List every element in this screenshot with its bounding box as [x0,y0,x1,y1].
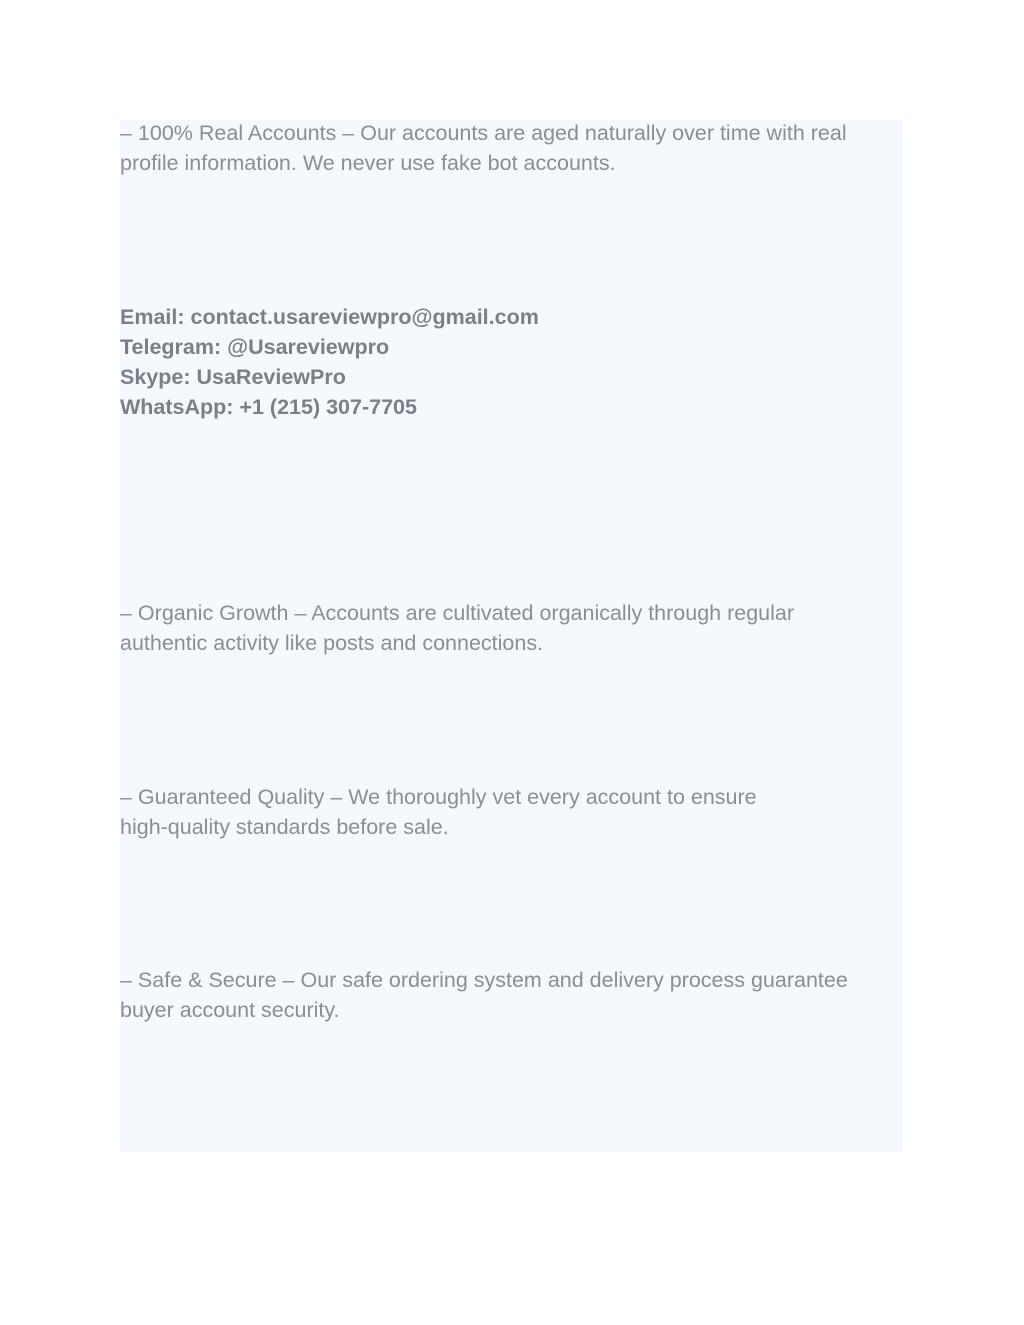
organic-growth-line-2: authentic activity like posts and connections. [120,631,544,655]
guaranteed-quality-line-2: high-quality standards before sale. [120,815,449,839]
contact-block [120,302,900,422]
contact-email[interactable]: Email: contact.usareviewpro@gmail.com [120,305,539,329]
safe-secure-paragraph [120,965,900,1025]
safe-secure-line-2: buyer account security. [120,998,340,1022]
real-accounts-line-1: – 100% Real Accounts – Our accounts are aged naturally over time with real [120,121,847,145]
organic-growth-line-1: – Organic Growth – Accounts are cultivated organically through regular [120,601,795,625]
safe-secure-line-1: – Safe & Secure – Our safe ordering system and delivery process guarantee [120,968,848,992]
contact-whatsapp[interactable]: WhatsApp: +1 (215) 307-7705 [120,395,417,419]
contact-skype[interactable]: Skype: UsaReviewPro [120,365,346,389]
organic-growth-paragraph [120,598,900,658]
real-accounts-line-2: profile information. We never use fake bot accounts. [120,151,616,175]
guaranteed-quality-line-1: – Guaranteed Quality – We thoroughly vet every account to ensure [120,785,757,809]
real-accounts-paragraph [120,118,900,178]
guaranteed-quality-paragraph [120,782,900,842]
contact-telegram[interactable]: Telegram: @Usareviewpro [120,335,390,359]
